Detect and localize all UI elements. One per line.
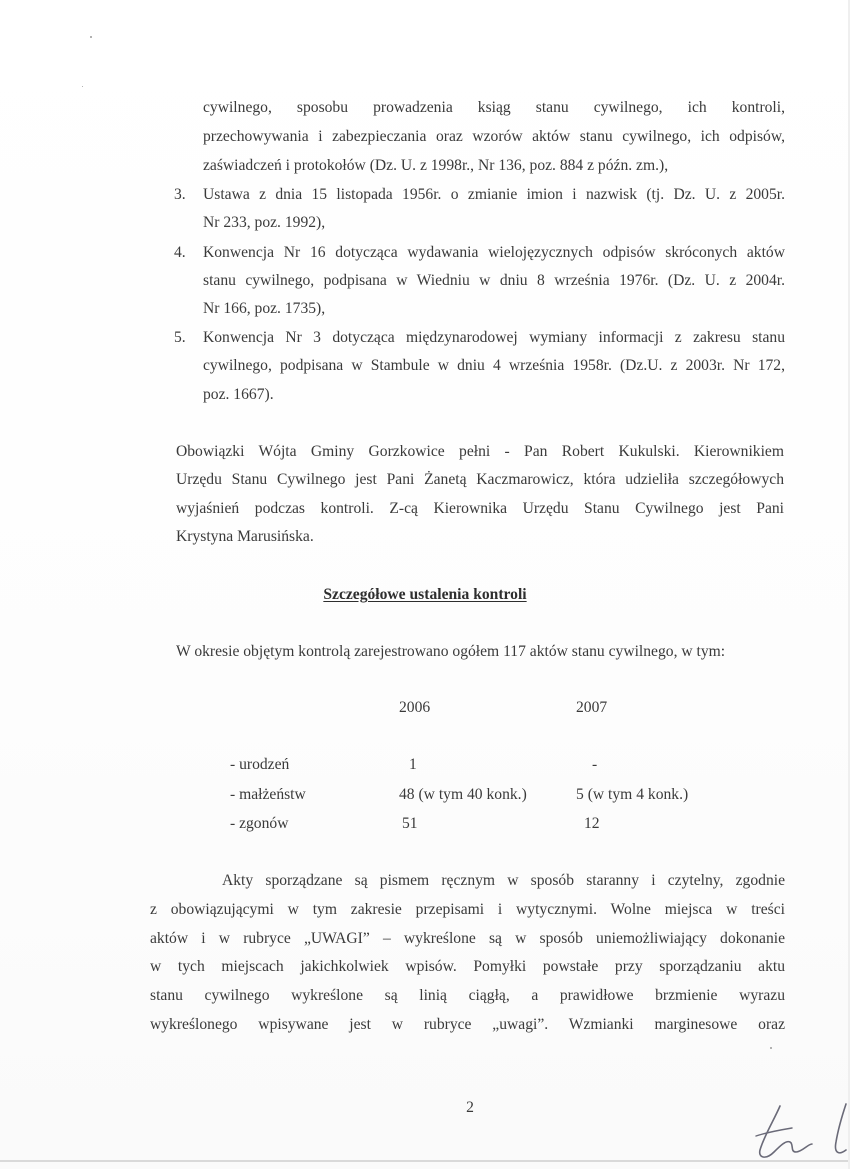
scan-bottom-edge xyxy=(0,1160,850,1162)
closing-line: stanu cywilnego wykreślone są linią ciągłą, a prawidłowe brzmienie wyrazu xyxy=(150,987,785,1004)
closing-line: wykreślonego wpisywane jest w rubryce „uwagi”. Wzmianki marginesowe oraz xyxy=(150,1016,785,1033)
table-cell: 48 (w tym 40 konk.) xyxy=(399,786,527,803)
signature-initials xyxy=(750,1100,850,1162)
table-row-label: - małżeństw xyxy=(230,786,306,803)
closing-line: z obowiązującymi w tym zakresie przepisami i wytycznymi. Wolne miejsca w treści xyxy=(150,901,785,918)
table-row-label: - zgonów xyxy=(230,815,289,832)
table-cell: 51 xyxy=(402,815,418,832)
list-item-number: 5. xyxy=(174,329,186,346)
list-item-line: Konwencja Nr 3 dotycząca międzynarodowej wymiany informacji z zakresu stanu xyxy=(203,329,785,346)
acts-intro: W okresie objętym kontrolą zarejestrowano ogółem 117 aktów stanu cywilnego, w tym: xyxy=(176,643,726,660)
table-cell: 5 (w tym 4 konk.) xyxy=(576,786,689,803)
table-cell: - xyxy=(592,756,598,773)
scan-speck xyxy=(770,1047,772,1049)
list-item-number: 3. xyxy=(174,186,186,203)
list-item-line: cywilnego, podpisana w Stambule w dniu 4 września 1958r. (Dz.U. z 2003r. Nr 172, xyxy=(203,357,785,374)
table-cell: 12 xyxy=(584,815,600,832)
duties-line: Krystyna Marusińska. xyxy=(176,528,314,545)
duties-line: wyjaśnień podczas kontroli. Z-cą Kierownika Urzędu Stanu Cywilnego jest Pani xyxy=(176,500,784,517)
list-item-line: Nr 166, poz. 1735), xyxy=(203,300,326,317)
list-intro-line: cywilnego, sposobu prowadzenia ksiąg stanu cywilnego, ich kontroli, xyxy=(203,99,785,116)
table-column-header: 2007 xyxy=(576,699,608,716)
duties-line: Urzędu Stanu Cywilnego jest Pani Żanetą Kaczmarowicz, która udzieliła szczegółowych xyxy=(176,471,784,488)
list-intro-line: zaświadczeń i protokołów (Dz. U. z 1998r., Nr 136, poz. 884 z późn. zm.), xyxy=(203,157,669,174)
scan-speck xyxy=(90,36,92,38)
table-column-header: 2006 xyxy=(399,699,431,716)
list-item-line: poz. 1667). xyxy=(203,386,274,403)
closing-line: w tych miejscach jakichkolwiek wpisów. Pomyłki powstałe przy sporządzaniu aktu xyxy=(150,958,785,975)
list-item-line: Ustawa z dnia 15 listopada 1956r. o zmianie imion i nazwisk (tj. Dz. U. z 2005r. xyxy=(203,186,785,203)
closing-line: Akty sporządzane są pismem ręcznym w sposób staranny i czytelny, zgodnie xyxy=(222,872,785,889)
page-number: 2 xyxy=(466,1099,474,1116)
section-heading: Szczegółowe ustalenia kontroli xyxy=(323,586,527,603)
table-cell: 1 xyxy=(409,756,417,773)
list-item-line: Nr 233, poz. 1992), xyxy=(203,214,326,231)
list-item-line: Konwencja Nr 16 dotycząca wydawania wielojęzycznych odpisów skróconych aktów xyxy=(203,244,785,261)
duties-line: Obowiązki Wójta Gminy Gorzkowice pełni - Pan Robert Kukulski. Kierownikiem xyxy=(176,443,784,460)
table-row-label: - urodzeń xyxy=(230,756,290,773)
list-item-line: stanu cywilnego, podpisana w Wiedniu w dniu 8 września 1976r. (Dz. U. z 2004r. xyxy=(203,272,785,289)
list-item-number: 4. xyxy=(174,244,186,261)
scan-speck xyxy=(82,86,83,87)
closing-line: aktów i w rubryce „UWAGI” – wykreślone są w sposób uniemożliwiający dokonanie xyxy=(150,930,785,947)
list-intro-line: przechowywania i zabezpieczania oraz wzorów aktów stanu cywilnego, ich odpisów, xyxy=(203,128,785,145)
